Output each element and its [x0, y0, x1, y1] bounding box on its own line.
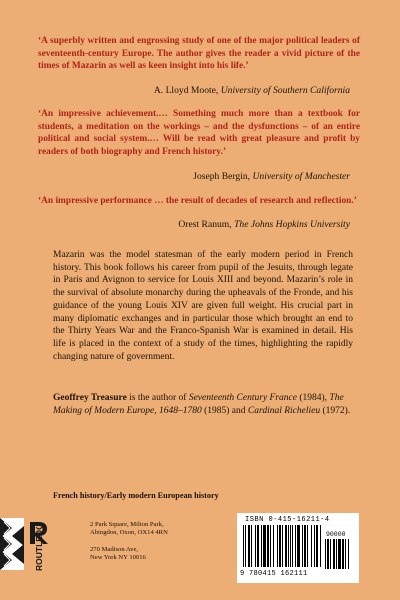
- review-quote-2: ‘An impressive achievement.… Something much more than a textbook for students, a meditation on the workings – and the dysfunctions – of an entire political and social system.… Will be read with great pleasure and profit by readers of both biography and French history.’: [38, 109, 360, 157]
- review-attribution-3: [178, 219, 350, 231]
- review-affiliation: University of Manchester: [252, 171, 350, 182]
- book-title: The Making of Modern Europe, 1648–1780: [53, 393, 344, 416]
- isbn-barcode: [237, 513, 359, 583]
- book-description: Mazarin was the model statesman of the early modern period in French history. This book follows his career from pupil of the Jesuits, through legate in Paris and Avignon to service for Louis XIII and beyond. Mazarin’s role in the survival of absolute monarchy during the upheavals of the Fronde, and his guidance of the young Louis XIV are given full weight. His crucial part in many diplomatic exchanges and in particular those which brought an end to the Thirty Years War and the Franco-Spanish War is examined in detail. His life is placed in the context of a study of the times, highlighting the rapidly changing nature of government.: [53, 250, 353, 362]
- review-quote-1: ‘A superbly written and engrossing study of one of the major political leaders of seventeenth-century Europe. The author gives the reader a vivid picture of the times of Mazarin as well as keen insight into his life.’: [38, 36, 360, 72]
- review-author: A. Lloyd Moote,: [153, 85, 219, 96]
- publisher-logo-text: ROUTLEDGE: [34, 527, 44, 571]
- review-author: Joseph Bergin,: [193, 171, 251, 182]
- review-affiliation: The Johns Hopkins University: [234, 219, 350, 230]
- review-quote-3: ‘An impressive performance … the result of decades of research and reflection.’: [38, 196, 357, 206]
- isbn-number: ISBN 0-415-16211-4: [245, 516, 330, 524]
- publisher-address-us: 270 Madison Ave, New York NY 10016: [90, 546, 146, 562]
- price-addon-bars: [325, 539, 353, 571]
- review-author: Orest Ranum,: [178, 219, 232, 230]
- review-attribution-1: [154, 85, 350, 97]
- author-bio: Geoffrey Treasure is the author of Seventeenth Century France (1984), The Making of Modern Europe, 1648–1780 (1985) and Cardinal Richelieu (1972).: [53, 393, 351, 416]
- ean-number: 9 780415 162111: [240, 570, 308, 578]
- review-attribution-2: [193, 171, 350, 183]
- book-title: Seventeenth Century France: [188, 393, 297, 403]
- book-title: Cardinal Richelieu: [247, 405, 321, 416]
- price-code: 90000: [326, 531, 346, 538]
- publisher-logo-pattern: [0, 518, 24, 570]
- author-name: Geoffrey Treasure: [53, 393, 127, 403]
- publisher-address-uk: 2 Park Square, Milton Park, Abingdon, Oxon, OX14 4RN: [90, 521, 168, 537]
- review-affiliation: University of Southern California: [220, 85, 350, 96]
- publisher-name: [31, 527, 45, 571]
- subject-category: French history/Early modern European history: [53, 491, 219, 500]
- ean-barcode-bars: [243, 525, 321, 571]
